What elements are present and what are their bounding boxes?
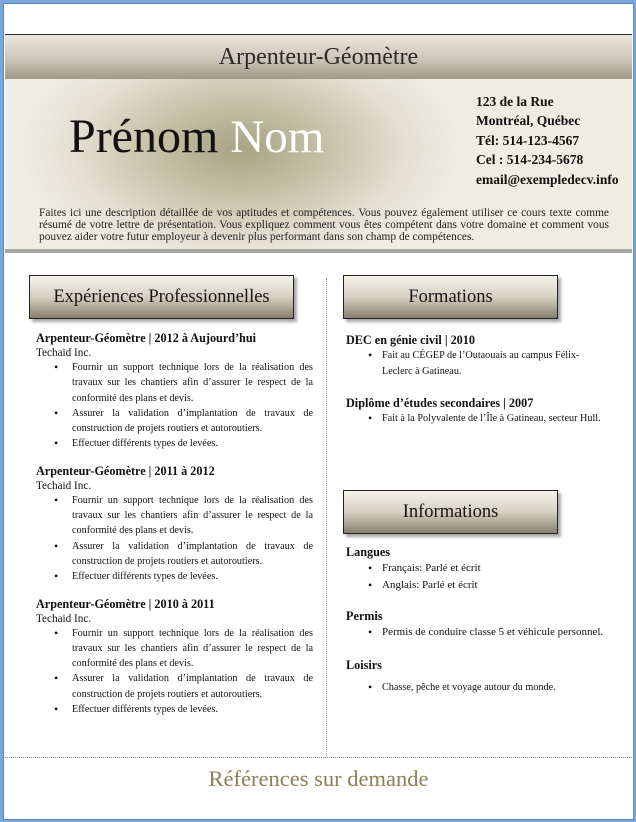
info-bullet: • Anglais: Parlé et écrit (346, 577, 606, 594)
job-entry-company: Techaid Inc. (36, 612, 92, 625)
job-entry (36, 597, 313, 718)
info-group-title: Loisirs (346, 658, 382, 672)
job-bullet: • Effectuer différents types de levées. (36, 569, 313, 584)
contact-address: 123 de la Rue (476, 94, 554, 109)
job-entry-title: Arpenteur-Géomètre | 2010 à 2011 (36, 596, 215, 611)
contact-block (476, 92, 619, 189)
job-bullet: • Assurer la validation d’implantation de travaux de construction de projets routiers et autoroutiers. (36, 539, 313, 570)
summary-text: Faites ici une description détaillée de vos aptitudes et compétences. Vous pouvez également utiliser ce cours texte comme résumé de votre lettre de présentation. Vous expliquez comment vous êtes compétent dans votre domaine et comment vous pouvez aider votre futur employeur à devenir plus performant dans son champ de compétences. (39, 207, 609, 244)
job-entry-company: Techaid Inc. (36, 479, 92, 492)
contact-email: email@exempledecv.info (476, 171, 619, 187)
education-bullet: • Fait au CÉGEP de l’Outaouais au campus Félix-Leclerc à Gatineau. (346, 348, 606, 379)
education-title: Diplôme d’études secondaires | 2007 (346, 396, 534, 410)
education-heading: Formations (343, 275, 558, 319)
education-entry (346, 395, 606, 427)
info-group (346, 544, 606, 594)
job-bullet: • Assurer la validation d’implantation de travaux de construction de projets routiers et autoroutiers. (36, 406, 313, 437)
info-group (346, 608, 606, 641)
job-entry-title: Arpenteur-Géomètre | 2012 à Aujourd’hui (36, 331, 257, 345)
job-bullet: • Effectuer différents types de levées. (36, 436, 313, 451)
experience-heading: Expériences Professionnelles (29, 275, 294, 319)
job-bullet: • Fournir un support technique lors de la réalisation des travaux sur les chantiers afin d’assurer le respect de la conformité des plans et devis. (36, 626, 313, 672)
info-bullet: • Chasse, pêche et voyage autour du monde. (346, 679, 606, 696)
info-group-title: Langues (346, 545, 391, 559)
contact-city: Montréal, Québec (476, 113, 581, 129)
job-bullet: • Fournir un support technique lors de la réalisation des travaux sur les chantiers afin d’assurer le respect de la conformité des plans et devis. (36, 493, 313, 539)
info-bullet: • Permis de conduire classe 5 et véhicule personnel. (346, 624, 606, 641)
contact-phone: Tél: 514-123-4567 (476, 132, 580, 148)
job-bullet: • Effectuer différents types de levées. (36, 702, 313, 717)
education-bullet: • Fait à la Polyvalente de l’Île à Gatineau, secteur Hull. (346, 411, 606, 427)
job-title: Arpenteur-Géomètre (218, 44, 419, 70)
last-name: Nom (230, 111, 325, 163)
resume-page (3, 3, 634, 820)
job-entry (36, 464, 313, 585)
info-group-title: Permis (346, 609, 383, 623)
job-entry-title: Arpenteur-Géomètre | 2011 à 2012 (36, 463, 215, 478)
contact-cell: Cel : 514-234-5678 (476, 152, 584, 168)
job-title-banner (5, 34, 632, 80)
info-group (346, 657, 606, 696)
resume-header (5, 79, 632, 253)
info-heading: Informations (343, 490, 558, 534)
job-entry-company: Techaid Inc. (36, 347, 92, 359)
first-name: Prénom (69, 110, 219, 163)
references-footer: Références sur demande (208, 766, 429, 791)
info-list (346, 544, 606, 696)
education-list (346, 332, 606, 427)
job-entry (36, 331, 313, 452)
column-divider (326, 278, 327, 756)
job-bullet: • Assurer la validation d’implantation de travaux de construction de projets routiers et autoroutiers. (36, 671, 313, 702)
education-entry (346, 332, 606, 379)
footer-divider (5, 757, 632, 758)
education-title: DEC en génie civil | 2010 (346, 333, 475, 347)
job-bullet: • Fournir un support technique lors de la réalisation des travaux sur les chantiers afin d’assurer le respect de la conformité des plans et devis. (36, 360, 313, 406)
full-name (69, 109, 324, 164)
info-bullet: • Français: Parlé et écrit (346, 560, 606, 577)
experience-list (36, 331, 313, 729)
